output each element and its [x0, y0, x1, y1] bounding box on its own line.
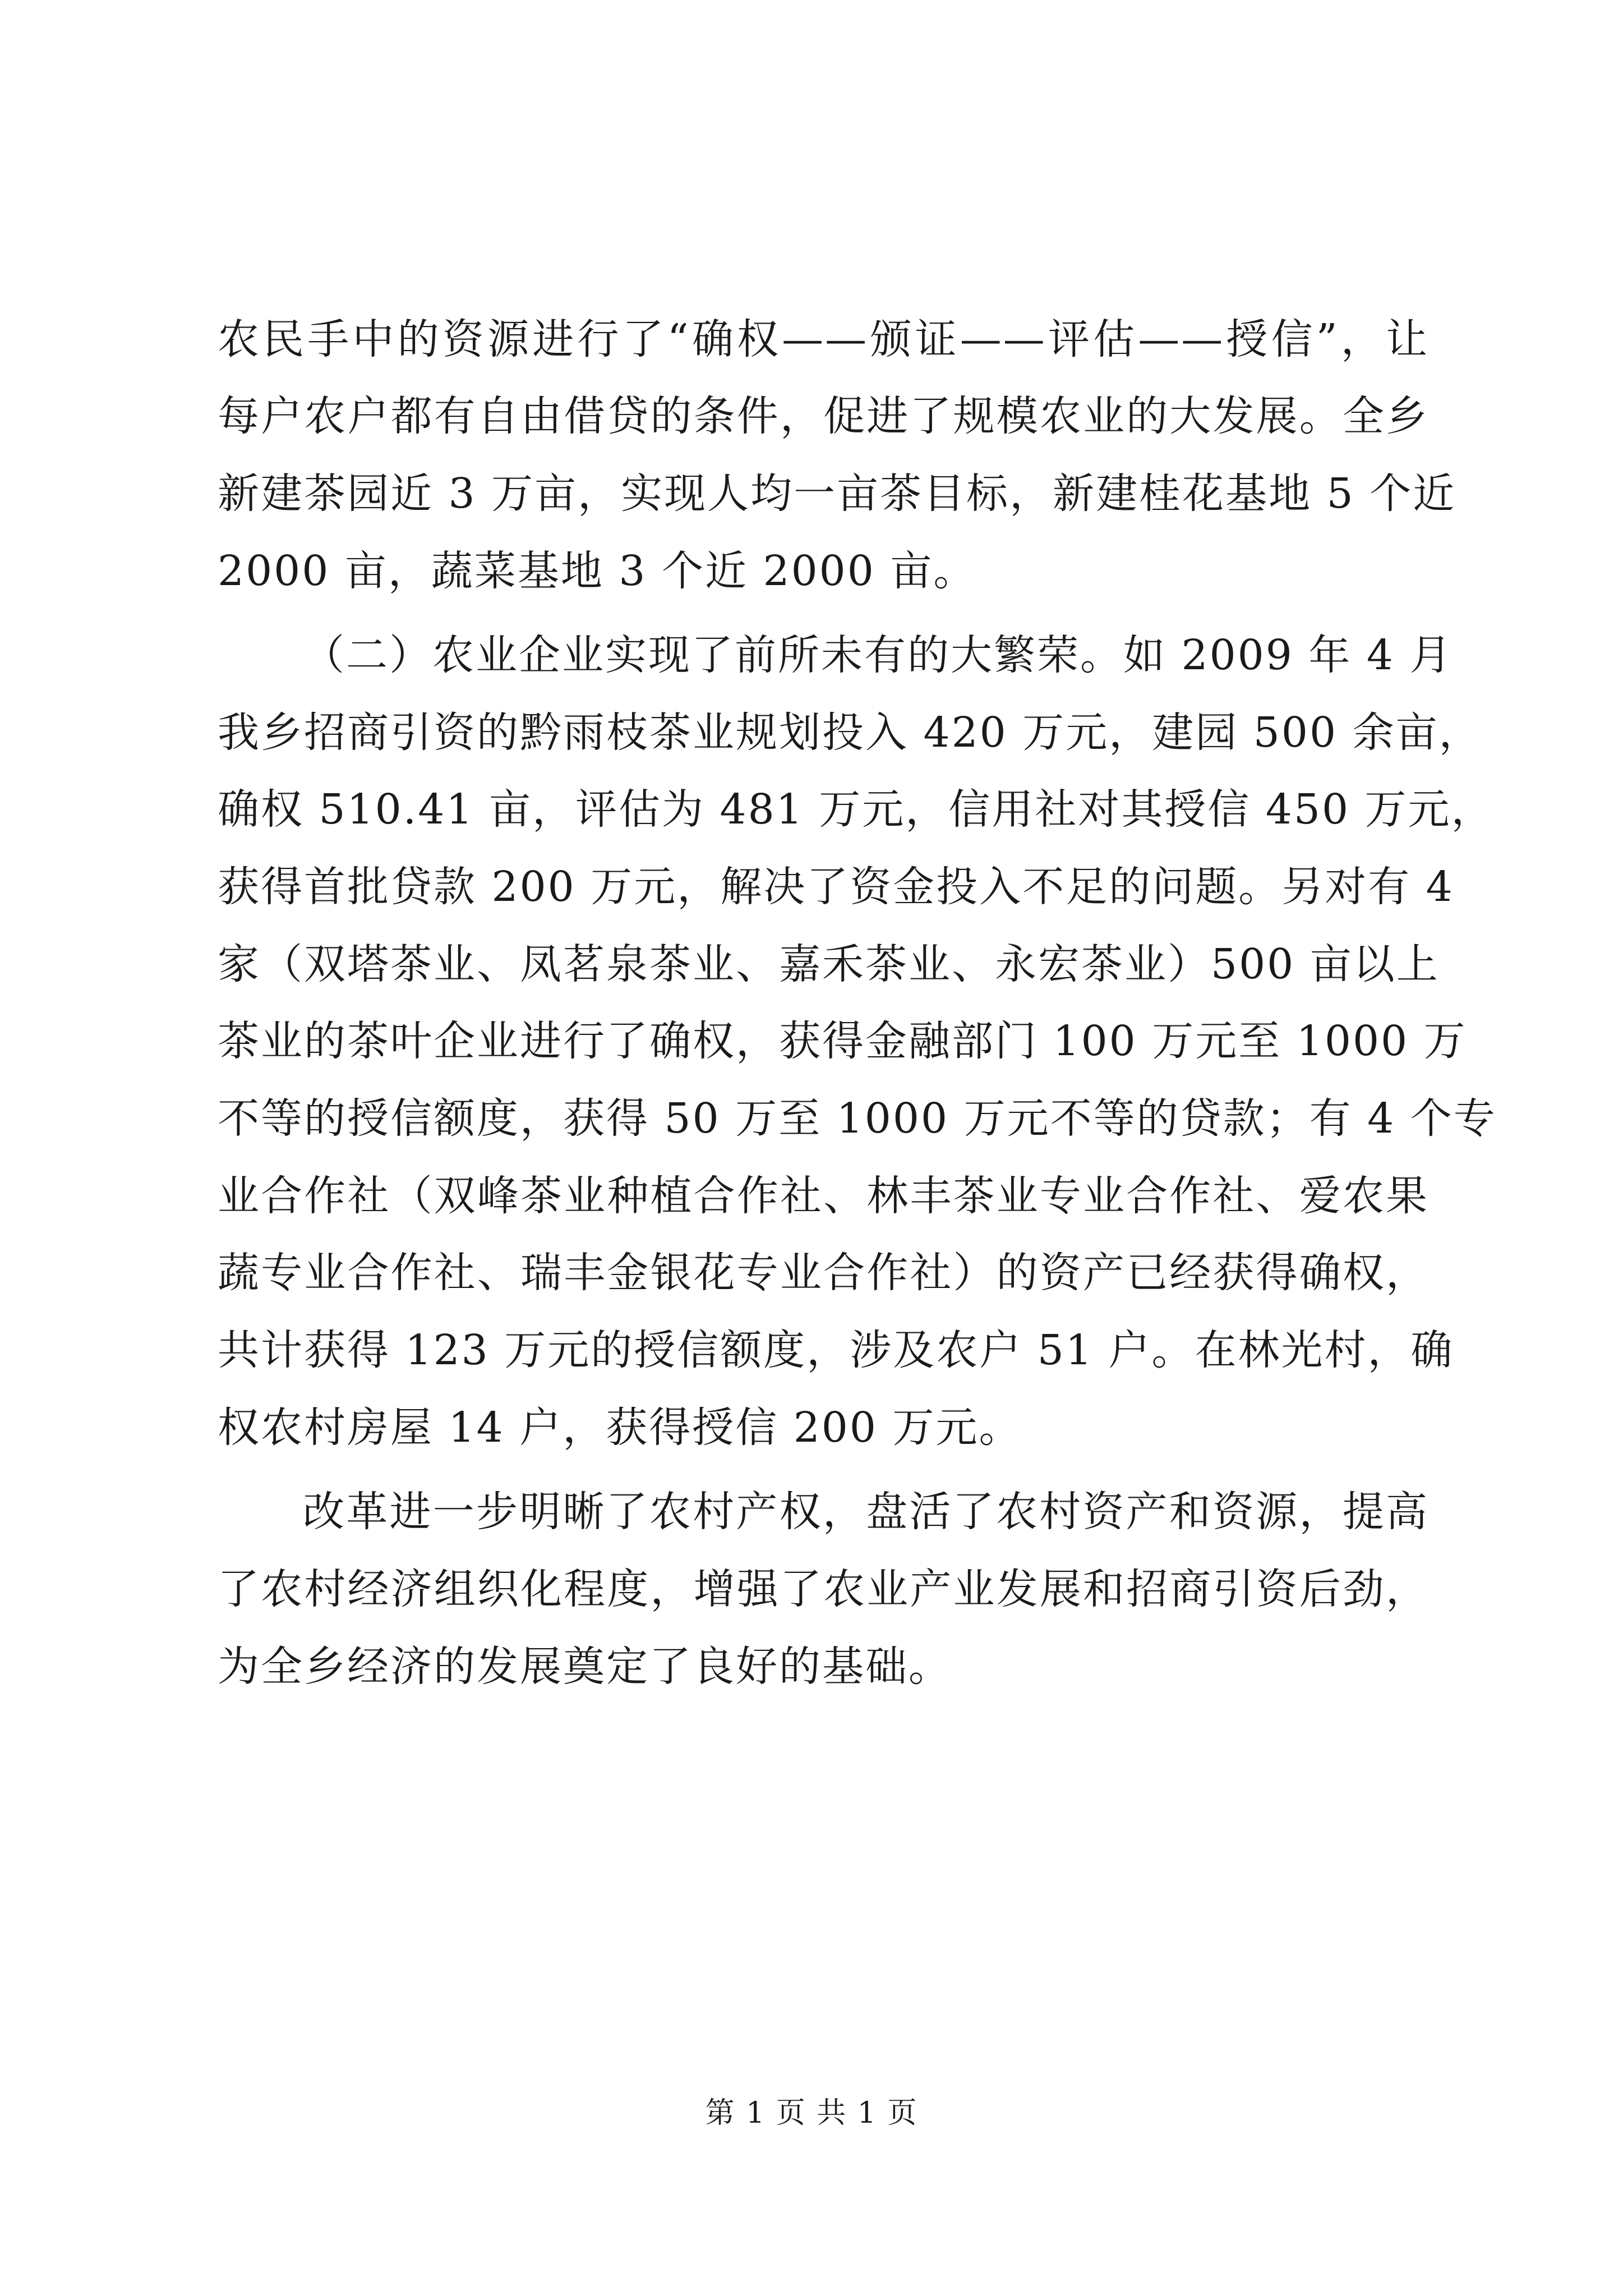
paragraph-2-line-2: 我乡招商引资的黔雨枝茶业规划投入 420 万元，建园 500 余亩，: [218, 708, 1482, 757]
paragraph-2-line-7: 不等的授信额度，获得 50 万至 1000 万元不等的贷款；有 4 个专: [218, 1094, 1497, 1143]
paragraph-2-line-11: 权农村房屋 14 户，获得授信 200 万元。: [218, 1404, 1022, 1452]
paragraph-2-line-10: 共计获得 123 万元的授信额度，涉及农户 51 户。在林光村，确: [218, 1326, 1454, 1374]
paragraph-3-line-3: 为全乡经济的发展奠定了良好的基础。: [218, 1642, 952, 1691]
paragraph-2-line-1: （二）农业企业实现了前所未有的大繁荣。如 2009 年 4 月: [303, 631, 1453, 679]
paragraph-2-line-5: 家（双塔茶业、凤茗泉茶业、嘉禾茶业、永宏茶业）500 亩以上: [218, 940, 1440, 988]
paragraph-1-line-2: 每户农户都有自由借贷的条件，促进了规模农业的大发展。全乡: [218, 392, 1429, 440]
paragraph-1-line-1: 农民手中的资源进行了“确权——颁证——评估——授信”，让: [218, 315, 1429, 364]
paragraph-1-line-3: 新建茶园近 3 万亩，实现人均一亩茶目标，新建桂花基地 5 个近: [218, 470, 1456, 518]
paragraph-2-line-6: 茶业的茶叶企业进行了确权，获得金融部门 100 万元至 1000 万: [218, 1017, 1467, 1065]
paragraph-1-line-4: 2000 亩，蔬菜基地 3 个近 2000 亩。: [218, 547, 977, 595]
paragraph-2-line-9: 蔬专业合作社、瑞丰金银花专业合作社）的资产已经获得确权，: [218, 1249, 1429, 1297]
paragraph-2-line-3: 确权 510.41 亩，评估为 481 万元，信用社对其授信 450 万元，: [218, 785, 1495, 834]
paragraph-2-line-8: 业合作社（双峰茶业种植合作社、林丰茶业专业合作社、爱农果: [218, 1172, 1429, 1220]
paragraph-3-line-2: 了农村经济组织化程度，增强了农业产业发展和招商引资后劲，: [218, 1565, 1429, 1613]
paragraph-3-line-1: 改革进一步明晰了农村产权，盘活了农村资产和资源，提高: [303, 1488, 1429, 1536]
paragraph-2-line-4: 获得首批贷款 200 万元，解决了资金投入不足的问题。另对有 4: [218, 863, 1454, 911]
page-footer: 第 1 页 共 1 页: [705, 2096, 918, 2130]
